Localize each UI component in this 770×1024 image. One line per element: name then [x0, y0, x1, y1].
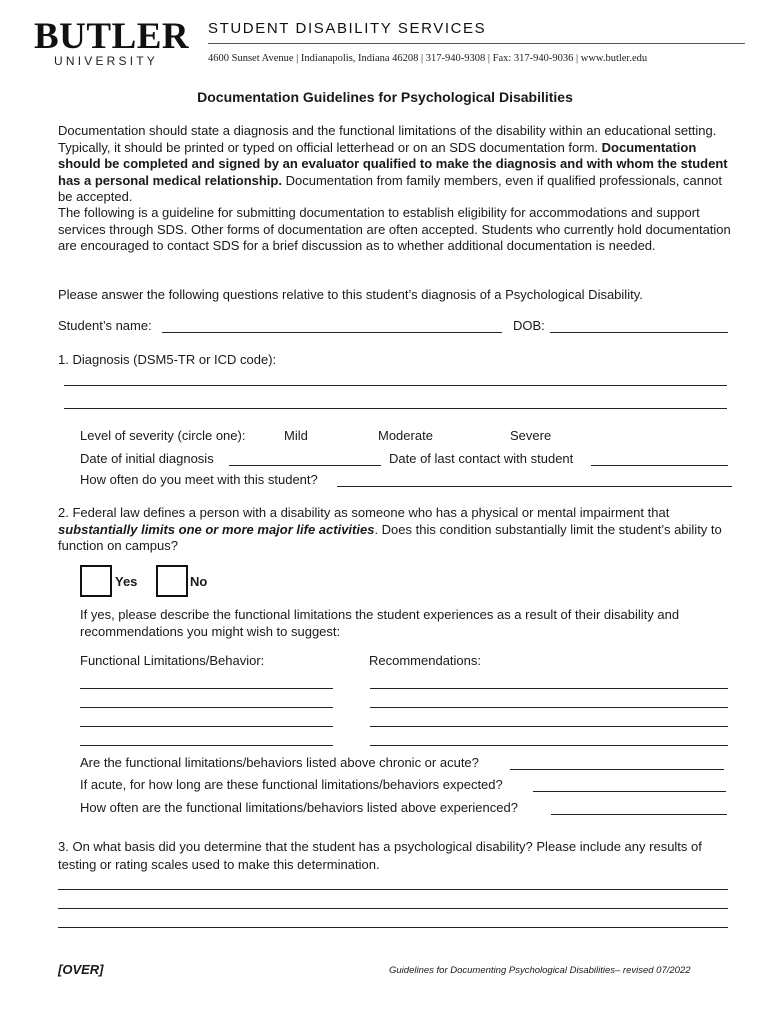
q2-emphasis: substantially limits one or more major life activities — [58, 521, 375, 537]
experience-frequency-label: How often are the functional limitations/behaviors listed above experienced? — [80, 800, 518, 815]
initial-diagnosis-label: Date of initial diagnosis — [80, 451, 214, 466]
q2-question — [58, 505, 728, 555]
recommendations-line-1[interactable] — [370, 688, 728, 689]
q2-describe-instructions: If yes, please describe the functional limitations the student experiences as a result of their disability and recommendations you might wish to suggest: — [80, 607, 680, 639]
functional-limitations-line-4[interactable] — [80, 745, 333, 746]
butler-logo-subtitle: UNIVERSITY — [54, 54, 159, 68]
acute-duration-label: If acute, for how long are these functional limitations/behaviors expected? — [80, 777, 503, 792]
q3-field-line-2[interactable] — [58, 908, 728, 909]
severity-option-mild[interactable]: Mild — [284, 428, 308, 443]
header-divider — [208, 43, 745, 44]
recommendations-line-2[interactable] — [370, 707, 728, 708]
severity-option-moderate[interactable]: Moderate — [378, 428, 433, 443]
chronic-acute-label: Are the functional limitations/behaviors listed above chronic or acute? — [80, 755, 479, 770]
diagnosis-field-line-2[interactable] — [64, 408, 727, 409]
recommendations-line-3[interactable] — [370, 726, 728, 727]
last-contact-label: Date of last contact with student — [389, 451, 574, 466]
student-name-label: Student’s name: — [58, 318, 152, 333]
butler-logo: BUTLER — [34, 16, 190, 57]
q3-field-line-3[interactable] — [58, 927, 728, 928]
no-checkbox[interactable] — [156, 565, 188, 597]
severity-option-severe[interactable]: Severe — [510, 428, 552, 443]
chronic-acute-field[interactable] — [510, 769, 724, 770]
diagnosis-label: 1. Diagnosis (DSM5-TR or ICD code): — [58, 352, 277, 367]
yes-label: Yes — [115, 574, 138, 589]
severity-label: Level of severity (circle one): — [80, 428, 246, 443]
dob-label: DOB: — [513, 318, 545, 333]
office-address: 4600 Sunset Avenue | Indianapolis, Indiana 46208 | 317-940-9308 | Fax: 317-940-9036 | www.butler.edu — [208, 53, 648, 64]
recommendations-heading: Recommendations: — [369, 653, 481, 668]
office-title: STUDENT DISABILITY SERVICES — [208, 20, 487, 37]
diagnosis-field-line-1[interactable] — [64, 385, 727, 386]
document-title: Documentation Guidelines for Psychological Disabilities — [197, 89, 573, 105]
over-indicator: [OVER] — [58, 962, 104, 977]
functional-limitations-line-1[interactable] — [80, 688, 333, 689]
revision-note: Guidelines for Documenting Psychological Disabilities– revised 07/2022 — [389, 965, 691, 976]
initial-diagnosis-field[interactable] — [229, 465, 381, 466]
meeting-frequency-field[interactable] — [337, 486, 732, 487]
no-label: No — [190, 574, 208, 589]
q3-question: 3. On what basis did you determine that the student has a psychological disability? Please include any results of testing or rating scales used to make this determination. — [58, 839, 702, 872]
q2-tail: . Does this condition substantially limit the student’s ability to function on campus? — [58, 521, 722, 553]
intro-tail: Documentation from family members, even if qualified professionals, cannot be accepted. — [58, 172, 723, 204]
dob-field[interactable] — [550, 332, 728, 333]
intro-paragraph-3: Please answer the following questions relative to this student’s diagnosis of a Psychological Disability. — [58, 287, 643, 302]
intro-paragraph-2: The following is a guideline for submitting documentation to establish eligibility for accommodations and support services through SDS. Other forms of documentation are often accepted. Students who currently hold documentation are encouraged to contact SDS for a brief discussion as to whether additional documentation is needed. — [58, 205, 731, 253]
intro-bold: Documentation should be completed and signed by an evaluator qualified to make the diagnosis and with whom the student has a personal medical relationship. — [58, 139, 728, 188]
experience-frequency-field[interactable] — [551, 814, 727, 815]
yes-checkbox[interactable] — [80, 565, 112, 597]
meeting-frequency-label: How often do you meet with this student? — [80, 472, 318, 487]
recommendations-line-4[interactable] — [370, 745, 728, 746]
functional-limitations-line-2[interactable] — [80, 707, 333, 708]
last-contact-field[interactable] — [591, 465, 728, 466]
functional-limitations-line-3[interactable] — [80, 726, 333, 727]
q2-lead: 2. Federal law defines a person with a disability as someone who has a physical or mental impairment that — [58, 505, 670, 520]
intro-paragraph-1 — [58, 123, 738, 206]
intro-lead: Documentation should state a diagnosis and the functional limitations of the disability within an educational setting. Typically, it should be printed or typed on official letterhead or on an SDS documentation form. — [58, 123, 717, 155]
student-name-field[interactable] — [162, 332, 502, 333]
acute-duration-field[interactable] — [533, 791, 726, 792]
functional-limitations-heading: Functional Limitations/Behavior: — [80, 653, 265, 668]
q3-field-line-1[interactable] — [58, 889, 728, 890]
